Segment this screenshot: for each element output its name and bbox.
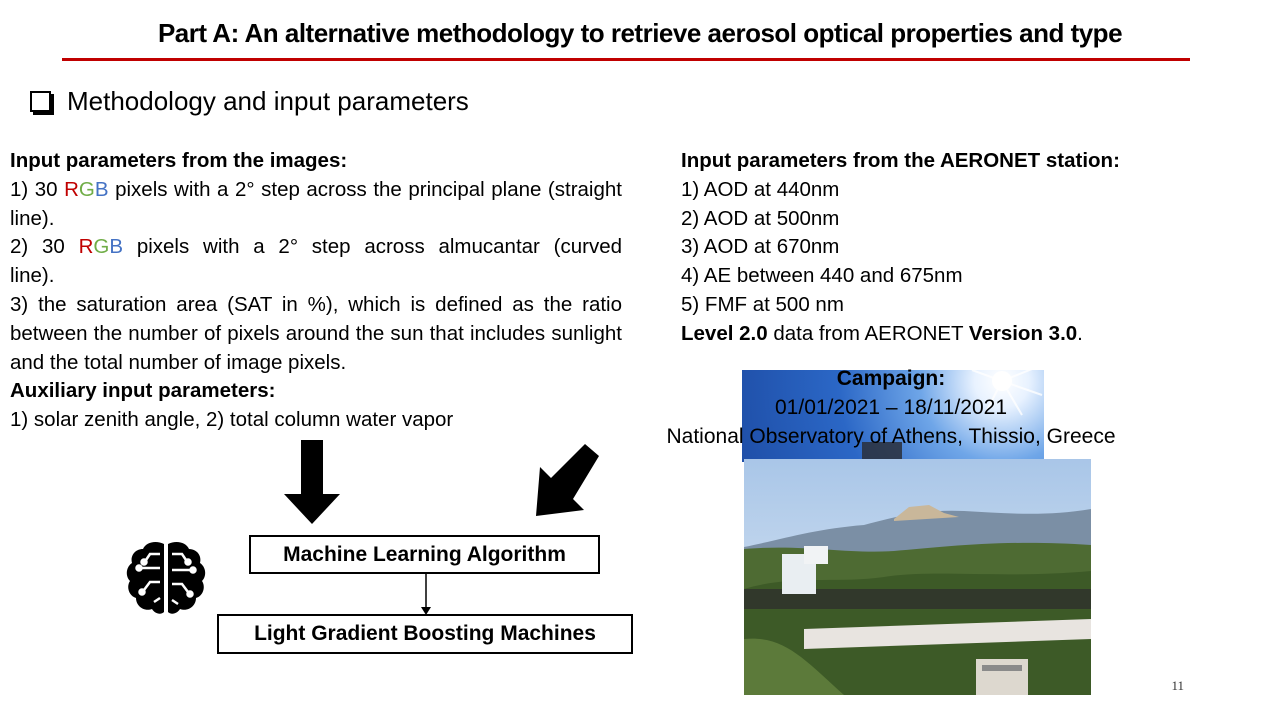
image-input-item-2 [10, 233, 622, 291]
title-underline [62, 58, 1190, 61]
aeronet-item: 3) AOD at 670nm [681, 235, 840, 259]
campaign-location: National Observatory of Athens, Thissio, Greece [666, 425, 1116, 448]
slide-title: Part A: An alternative methodology to retrieve aerosol optical properties and type [157, 18, 1123, 48]
image-inputs-heading: Input parameters from the images: [10, 149, 348, 172]
aeronet-heading: Input parameters from the AERONET station: [681, 149, 1120, 172]
rgb-g: G [78, 177, 95, 201]
checkbox-icon [30, 91, 51, 112]
item-suffix: pixels with a 2° step across the principal plane (straight line). [10, 177, 622, 230]
arrow-down-left-icon [532, 444, 602, 518]
rgb-r: R [64, 177, 79, 201]
aeronet-item: 4) AE between 440 and 675nm [681, 264, 963, 288]
brain-circuit-icon [124, 540, 208, 616]
aeronet-level-line [681, 320, 1241, 349]
image-input-item-1 [10, 176, 622, 234]
connector-arrow [420, 574, 432, 616]
item-suffix: pixels with a 2° step across almucantar (curved line). [10, 235, 623, 288]
aeronet-item: 2) AOD at 500nm [681, 206, 840, 230]
aeronet-inputs-block [681, 147, 1241, 349]
arrow-down-icon [282, 440, 342, 526]
campaign-block [600, 364, 1182, 451]
image-input-item-3: 3) the saturation area (SAT in %), which is defined as the ratio between the number of pixels around the sun that includes sunlight and the total number of image pixels. [10, 292, 622, 374]
aeronet-item: 5) FMF at 500 nm [681, 292, 844, 316]
level-end: . [1077, 321, 1083, 345]
ml-algorithm-box: Machine Learning Algorithm [249, 535, 600, 574]
aeronet-item: 1) AOD at 440nm [681, 177, 840, 201]
rgb-b: B [109, 235, 124, 259]
rgb-r: R [78, 235, 94, 259]
aux-input-items: 1) solar zenith angle, 2) total column water vapor [10, 408, 454, 432]
page-number: 11 [1171, 678, 1184, 693]
level-label: Level 2.0 [681, 321, 768, 345]
level-text: data from AERONET [767, 321, 969, 345]
image-inputs-block [10, 147, 622, 435]
campaign-label: Campaign: [836, 367, 946, 390]
rgb-g: G [93, 235, 110, 259]
section-heading [30, 86, 469, 117]
rgb-b: B [94, 177, 109, 201]
site-photo [744, 459, 1091, 695]
section-heading-text: Methodology and input parameters [67, 86, 469, 116]
lgbm-box: Light Gradient Boosting Machines [217, 614, 633, 654]
campaign-dates: 01/01/2021 – 18/11/2021 [775, 396, 1007, 419]
item-prefix: 2) 30 [10, 235, 79, 259]
item-prefix: 1) 30 [10, 177, 65, 201]
aux-inputs-heading: Auxiliary input parameters: [10, 379, 276, 403]
version-label: Version 3.0 [968, 321, 1078, 345]
